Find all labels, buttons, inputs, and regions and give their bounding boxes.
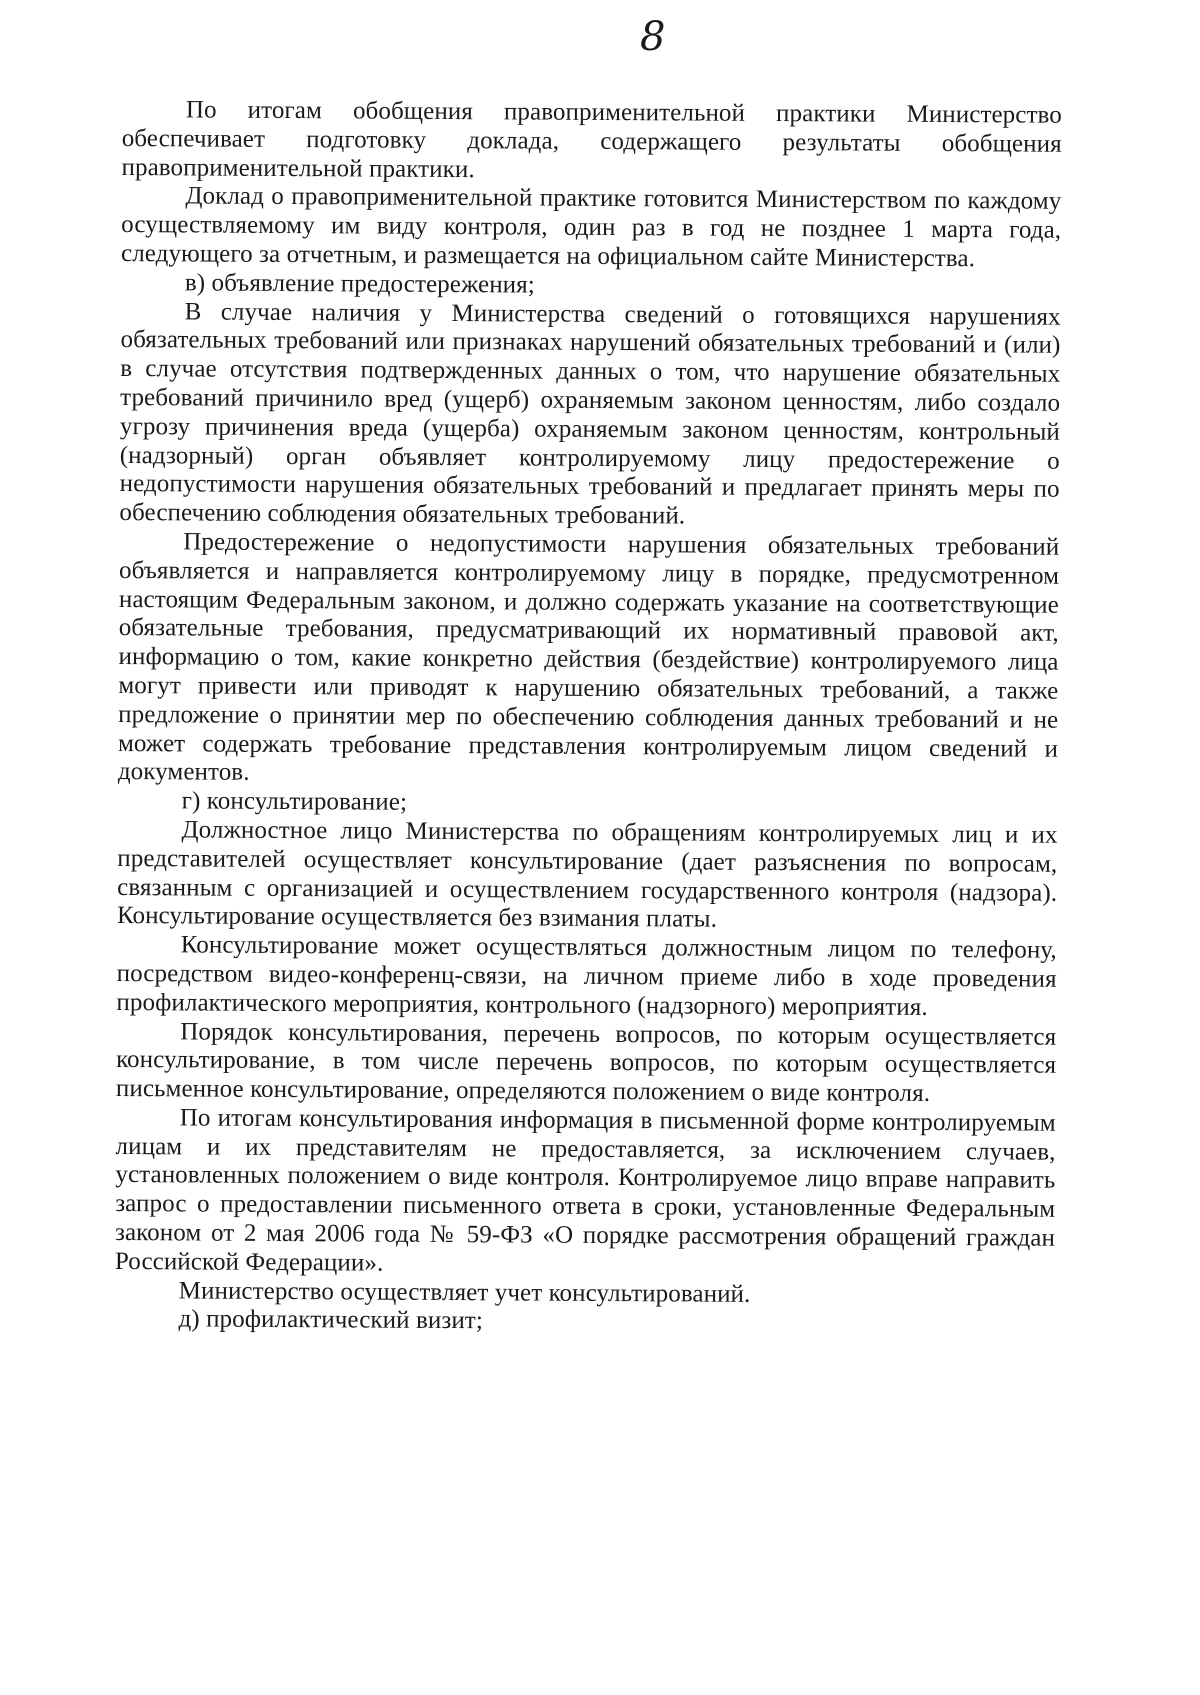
paragraph: Должностное лицо Министерства по обращениям контролируемых лиц и их представителей осуществляет консультирование (дает разъяснения по вопросам, связанным с организацией и осуществлением государственного контроля (надзора). Консультирование осуществляется без взимания платы. xyxy=(116,816,1058,933)
document-body xyxy=(114,96,1062,1340)
paragraph: Министерство осуществляет учет консультирований. xyxy=(178,1277,751,1308)
paragraph-subheading: в) объявление предостережения; xyxy=(184,269,535,299)
paragraph: Предостережение о недопустимости нарушения обязательных требований объявляется и направляется контролируемому лицу в порядке, предусмотренном настоящим Федеральным законом, и должно содержать указание на соответствующие обязательные требования, предусматривающий их нормативный правовой акт, информацию о том, какие конкретно действия (бездействие) контролируемого лица могут привести или приводят к нарушению обязательных требований, а также предложение о принятии мер по обеспечению соблюдения данных требований и не может содержать требование представления контролируемым лицом сведений и документов. xyxy=(117,528,1060,787)
page-number: 8 xyxy=(640,14,666,60)
paragraph: По итогам обобщения правоприменительной практики Министерство обеспечивает подготовку доклада, содержащего результаты обобщения правоприменительной практики. xyxy=(121,96,1062,183)
paragraph: Консультирование может осуществляться должностным лицом по телефону, посредством видео-конференц-связи, на личном приеме либо в ходе проведения профилактического мероприятия, контрольного (надзорного) мероприятия. xyxy=(116,931,1057,1021)
paragraph-subheading: г) консультирование; xyxy=(181,787,408,816)
paragraph: В случае наличия у Министерства сведений о готовящихся нарушениях обязательных требований или признаках нарушений обязательных требований и (или) в случае отсутствия подтвержденных данных о том, что нарушение обязательных требований причинило вред (ущерб) охраняемым законом ценностям, либо создало угрозу причинения вреда (ущерба) охраняемым законом ценностям, контрольный (надзорный) орган объявляет контролируемому лицу предостережение о недопустимости нарушения обязательных требований и предлагает принять меры по обеспечению соблюдения обязательных требований. xyxy=(119,297,1061,530)
paragraph: Порядок консультирования, перечень вопросов, по которым осуществляется консультирование, в том числе перечень вопросов, по которым осуществляется письменное консультирование, определяются положением о виде контроля. xyxy=(115,1017,1057,1108)
paragraph: По итогам консультирования информация в письменной форме контролируемым лицам и их представителям не предоставляется, за исключением случаев, установленных положением о виде контроля. Контролируемое лицо вправе направить запрос о предоставлении письменного ответа в сроки, установленные Федеральным законом от 2 мая 2006 года № 59-ФЗ «О порядке рассмотрения обращений граждан Российской Федерации». xyxy=(114,1104,1056,1277)
paragraph: Доклад о правоприменительной практике готовится Министерством по каждому осуществляемому им виду контроля, один раз в год не позднее 1 марта года, следующего за отчетным, и размещается на официальном сайте Министерства. xyxy=(120,182,1062,273)
paragraph-subheading: д) профилактический визит; xyxy=(178,1305,484,1335)
